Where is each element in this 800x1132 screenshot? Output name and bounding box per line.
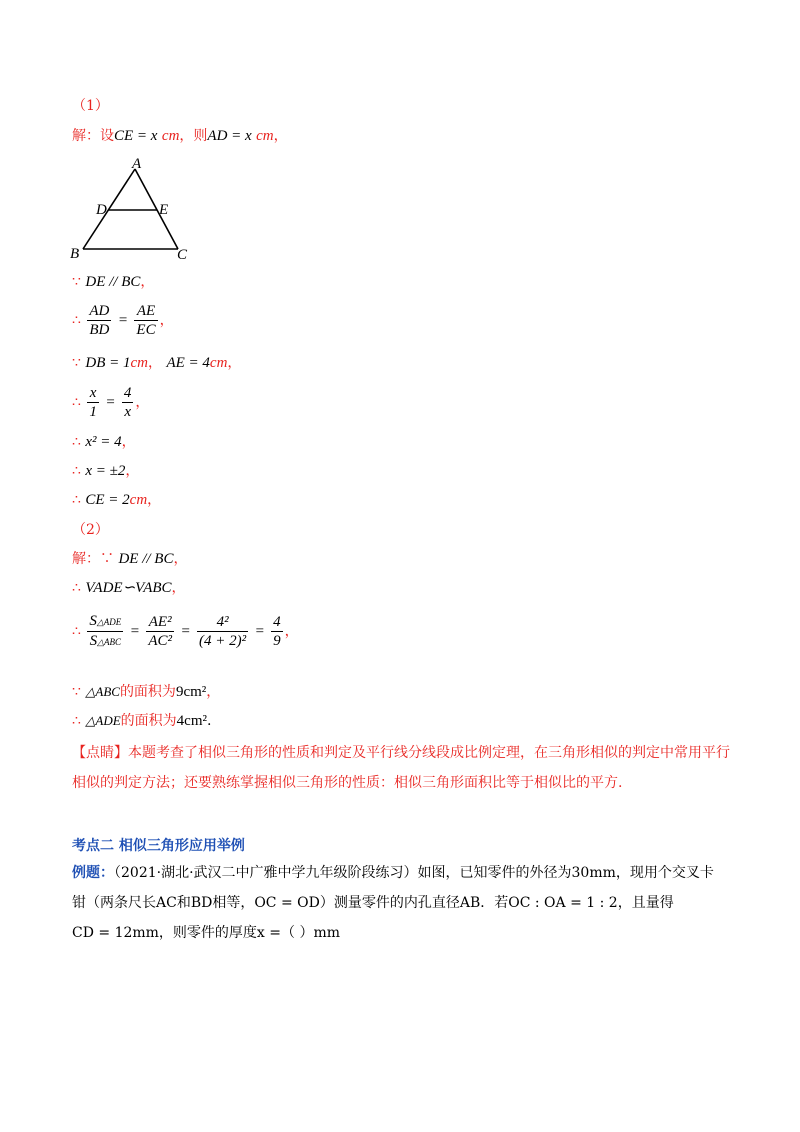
comma: ， [273, 128, 288, 144]
vertex-label-d: D [96, 202, 107, 218]
part1-label: （1） [72, 98, 109, 114]
vertex-label-a: A [132, 156, 142, 172]
triangle-figure [68, 156, 198, 266]
intro-ce: CE = x [114, 128, 158, 144]
intro-mid: ，则 [179, 128, 208, 144]
line-similar: ∴ VADE∽VABC， [72, 580, 186, 596]
intro-prefix: 解：设 [72, 128, 114, 144]
vertex-label-b: B [70, 246, 80, 262]
frac-4-9: $\frac{4}{9}$ [273, 614, 281, 649]
frac-16-36: $\frac{\text{4²}}{\text{(4 + 2)²}}$ [199, 614, 247, 649]
because-sign: ∵ [72, 274, 81, 290]
unit-cm-2: cm [256, 128, 274, 144]
line-x: ∴ x = ±2， [72, 463, 140, 479]
line-area-ratio: ∴ $\frac{\text{S△ADE}}{\text{S△ABC}}$ = $\frac{\text{AE²}}{\text{AC²}}$ = $\frac{\text{4²}}{\text{(4 + 2)²}}$ = $\frac{4}{9}$ ， [72, 613, 299, 649]
therefore-sign: ∴ [72, 312, 81, 329]
example-line-1: 例题：（2021·湖北·武汉二中广雅中学九年级阶段练习）如图，已知零件的外径为30mm，现用个交叉卡 [72, 865, 714, 881]
example-line-2: 钳（两条尺长AC和BD相等，OC = OD）测量零件的内孔直径AB．若OC : OA = 1 : 2，且量得 [72, 895, 674, 911]
line-given: ∵ DB = 1cm， AE = 4cm， [72, 355, 242, 371]
unit-cm: cm [161, 128, 180, 144]
vertex-label-e: E [159, 202, 169, 218]
tri-abc: △ABC [85, 684, 120, 699]
frac-x-1: $\frac{x}{1}$ [89, 385, 97, 420]
line-area-abc: ∵ △ABC的面积为9cm²， [72, 684, 221, 700]
comma-sep: ， [140, 274, 155, 290]
line-area-ade: ∴ △ADE的面积为4cm². [72, 713, 212, 729]
eq-ce: CE = 2 [85, 492, 130, 508]
tri-ade: △ADE [85, 713, 121, 728]
frac-ae2-ac2: $\frac{\text{AE²}}{\text{AC²}}$ [148, 614, 172, 649]
given-ae: AE = 4 [166, 355, 210, 371]
section-title: 考点二 相似三角形应用举例 [72, 838, 245, 854]
de-parallel-bc: DE // BC [85, 274, 141, 290]
area-ade-value: 4cm² [176, 713, 207, 729]
eq-x2: x² = 4 [85, 434, 122, 450]
frac-area-ratio: $\frac{\text{S△ADE}}{\text{S△ABC}}$ [89, 613, 122, 649]
line-x-squared: ∴ x² = 4， [72, 434, 136, 450]
frac-4-x: $\frac{4}{x}$ [123, 385, 132, 420]
given-db: DB = 1 [85, 355, 131, 371]
part1-intro [72, 126, 288, 146]
eq-x: x = ±2 [85, 463, 126, 479]
part2-parallel: DE // BC [118, 551, 174, 567]
vertex-label-c: C [177, 247, 188, 263]
similar-statement: VADE∽VABC [85, 580, 172, 596]
intro-ad: AD = x [207, 128, 252, 144]
example-line-3: CD = 12mm，则零件的厚度x =（ ）mm [72, 925, 341, 941]
frac-ae-ec: $\frac{AE}{EC}$ [136, 303, 156, 338]
line-de-parallel [72, 272, 154, 292]
part2-intro: 解：∵ DE // BC， [72, 551, 188, 567]
example-block [72, 858, 732, 948]
line-ce: ∴ CE = 2cm， [72, 492, 162, 508]
example-label: 例题： [72, 865, 114, 881]
frac-ad-bd: $\frac{AD}{BD}$ [89, 303, 110, 338]
part2-label: （2） [72, 522, 109, 538]
key-point-comment: 【点睛】本题考查了相似三角形的性质和判定及平行线分线段成比例定理，在三角形相似的判定中常用平行相似的判定方法；还要熟练掌握相似三角形的性质：相似三角形面积比等于相似比的平方. [72, 745, 730, 791]
line-ratio: ∴ $\frac{AD}{BD}$ = $\frac{AE}{EC}$ ， [72, 303, 174, 338]
area-abc-value: 9cm² [175, 684, 207, 700]
line-proportion: ∴ $\frac{x}{1}$ = $\frac{4}{x}$ ， [72, 385, 150, 420]
